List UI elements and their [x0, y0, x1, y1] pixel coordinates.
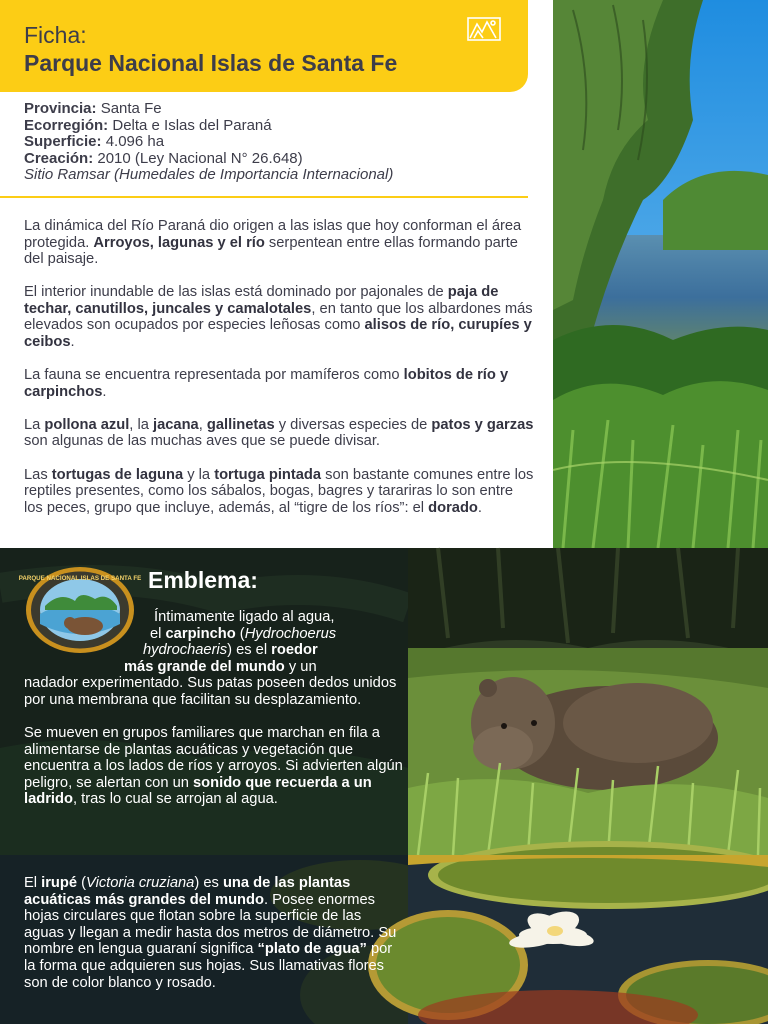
page-title: Parque Nacional Islas de Santa Fe: [24, 50, 398, 76]
paragraph-reptiles-fish: Las tortugas de laguna y la tortuga pintada son bastante comunes entre los reptiles presentes, como los sábalos, bogas, bagres y tarariras lo son entre los peces, grupo que incluye, además, al “tigre de los ríos”: el dorado.: [24, 466, 534, 516]
paragraph-mammals: La fauna se encuentra representada por mamíferos como lobitos de río y carpinchos.: [24, 367, 509, 400]
header-label: Ficha:: [24, 22, 87, 48]
fact-superficie: Superficie: 4.096 ha: [24, 133, 165, 151]
fact-provincia: Provincia: Santa Fe: [24, 100, 162, 117]
fact-ecorregion: Ecorregión: Delta e Islas del Paraná: [24, 116, 272, 134]
section-divider: [0, 196, 528, 198]
fact-ramsar: Sitio Ramsar (Humedales de Importancia Internacional): [24, 166, 394, 184]
header-band: [0, 0, 528, 92]
emblem-title: Emblema:: [148, 567, 258, 593]
irupe-description: [24, 875, 404, 991]
seal-text: PARQUE NACIONAL ISLAS DE SANTA FE: [18, 575, 142, 582]
paragraph-capybara-groups: Se mueven en grupos familiares que marchan en fila a alimentarse de plantas acuáticas y vegetación que encuentra a los lados de ríos y arroyos. Si advierten algún peligro, se alertan con un sonido que recuerda a un ladrido, tras lo cual se arrojan al agua.: [24, 725, 403, 808]
parques-nacionales-logo-icon: [466, 14, 502, 44]
park-facts: [24, 101, 524, 184]
emblem-description: [24, 609, 404, 825]
paragraph-vegetation: El interior inundable de las islas está dominado por pajonales de paja de techar, canutillos, juncales y camalotales, en tanto que los albardones más elevados son ocupados por especies leñosas como alisos de río, curupíes y ceibos.: [24, 284, 533, 351]
paragraph-birds: La pollona azul, la jacana, gallinetas y diversas especies de patos y garzas son algunas de las muchas aves que se puede divisar.: [24, 416, 534, 450]
river-landscape-photo: [553, 0, 768, 548]
park-description: [24, 218, 534, 533]
capybara-photo: [408, 548, 768, 855]
fact-creacion: Creación: 2010 (Ley Nacional N° 26.648): [24, 149, 303, 167]
paragraph-capybara: Íntimamente ligado al agua, el carpincho (Hydrochoerus hydrochaeris) es el roedor más grande del mundo y un nadador experimentado. Sus patas poseen dedos unidos por una membrana que facilitan su desplazamiento.: [24, 609, 397, 708]
water-lily-photo: [408, 855, 768, 1024]
paragraph-rivers: La dinámica del Río Paraná dio origen a las islas que hoy conforman el área protegida. Arroyos, lagunas y el río serpentean entre ellas formando parte del paisaje.: [24, 218, 522, 268]
paragraph-irupe: El irupé (Victoria cruziana) es una de las plantas acuáticas más grandes del mundo. Posee enormes hojas circulares que flotan sobre la superficie de las aguas y llegan a medir hasta dos metros de diámetro. Su nombre en lengua guaraní significa “plato de agua” por la forma que adquieren sus hojas. Sus llamativas flores son de color blanco y rosado.: [24, 875, 397, 991]
